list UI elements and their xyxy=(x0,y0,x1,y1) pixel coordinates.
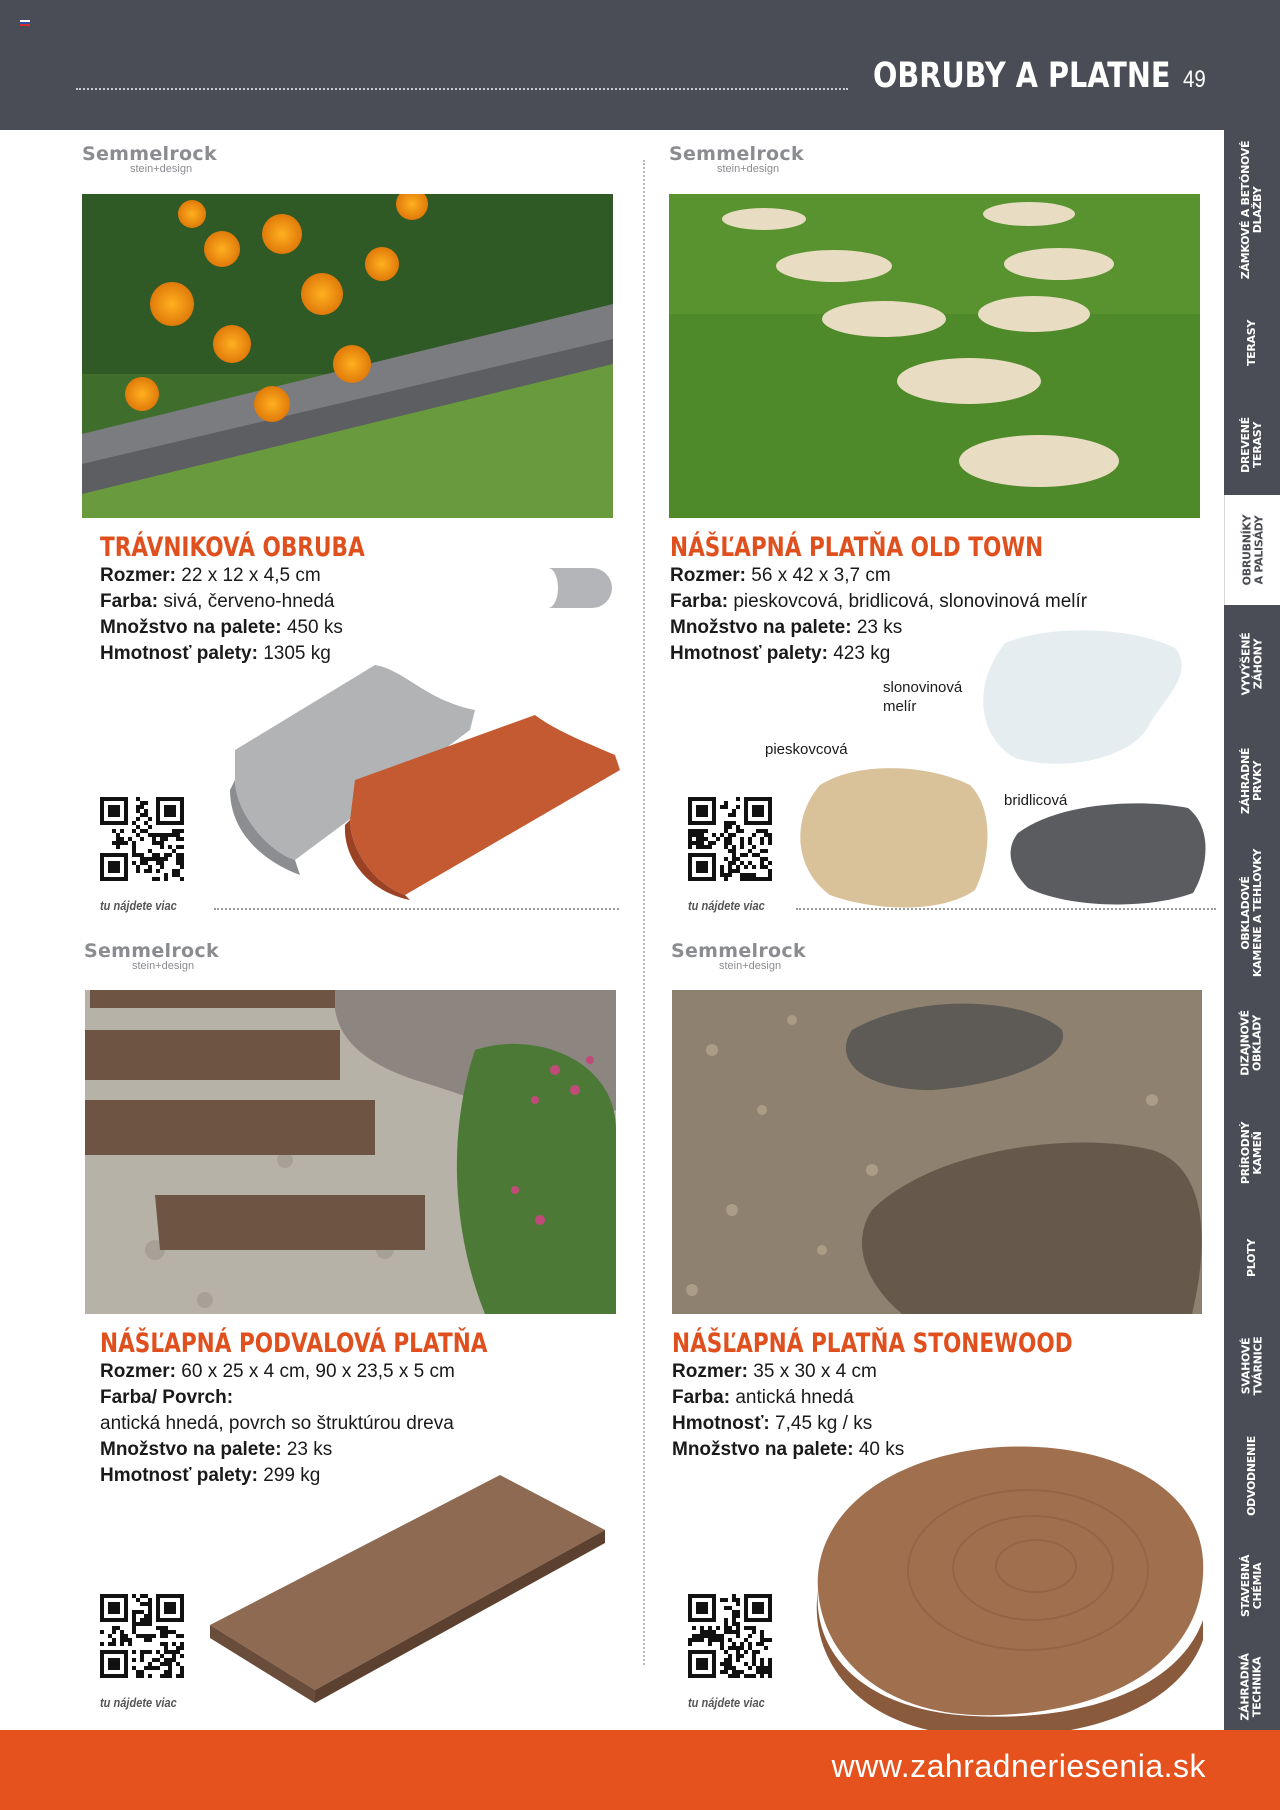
product-title: NÁŠĽAPNÁ PODVALOVÁ PLATŇA xyxy=(100,1328,488,1359)
product-photo-stonewood xyxy=(672,990,1202,1314)
spec-row: Farba: antická hnedá xyxy=(672,1387,854,1408)
sidebar-item[interactable] xyxy=(1224,1528,1280,1643)
page-footer xyxy=(0,1730,1280,1810)
sidebar-item[interactable] xyxy=(1224,1098,1280,1208)
sidebar-item-label: ZÁMKOVÉ A BETÓNOVÉ DLAŽBY xyxy=(1239,140,1264,280)
sidebar-item-label: DIZAJNOVÉ OBKLADY xyxy=(1239,1010,1264,1076)
page-header xyxy=(0,0,1280,130)
sidebar-item[interactable] xyxy=(1224,1643,1280,1730)
spec-row: antická hnedá, povrch so štruktúrou dreva xyxy=(100,1413,454,1434)
sidebar-item-label: OBRUBNÍKY A PALISÁDY xyxy=(1240,514,1265,586)
product-photo-sleeper-slabs xyxy=(85,990,616,1314)
product-photo-lawn-edging xyxy=(82,194,613,518)
edging-profile-icon xyxy=(540,568,612,608)
spec-row: Rozmer: 35 x 30 x 4 cm xyxy=(672,1361,877,1382)
qr-note: tu nájdete viac xyxy=(100,1695,177,1710)
spec-row: Rozmer: 60 x 25 x 4 cm, 90 x 23,5 x 5 cm xyxy=(100,1361,455,1382)
sidebar-item[interactable] xyxy=(1224,290,1280,395)
sidebar-item[interactable] xyxy=(1224,1308,1280,1423)
sidebar-item[interactable] xyxy=(1224,1423,1280,1528)
product-specs xyxy=(100,1359,455,1489)
qr-code[interactable] xyxy=(100,797,184,881)
product-cutout-stonewood-slab xyxy=(798,1440,1218,1740)
sidebar-item[interactable] xyxy=(1224,838,1280,988)
product-photo-stepping-stones xyxy=(669,194,1200,518)
page-number: 49 xyxy=(1183,66,1206,93)
spec-row: Hmotnosť palety: 423 kg xyxy=(670,643,891,664)
swatch-slate xyxy=(1008,798,1213,908)
sidebar-item-label: PRÍRODNÝ KAMEŇ xyxy=(1239,1121,1265,1185)
qr-code[interactable] xyxy=(688,1594,772,1678)
spec-row: Farba: sivá, červeno-hnedá xyxy=(100,591,335,612)
swatch-sand xyxy=(790,760,1000,910)
section-title: OBRUBY A PLATNE xyxy=(873,56,1171,96)
qr-note: tu nájdete viac xyxy=(688,898,765,913)
brand-logo: Semmelrock stein+design xyxy=(669,143,804,175)
category-sidebar xyxy=(1224,130,1280,1730)
spec-row: Hmotnosť: 7,45 kg / ks xyxy=(672,1413,873,1434)
product-title: NÁŠĽAPNÁ PLATŇA OLD TOWN xyxy=(670,532,1044,563)
column-divider xyxy=(643,160,645,1665)
spec-row: Množstvo na palete: 23 ks xyxy=(670,617,903,638)
swatch-ivory xyxy=(975,628,1190,773)
sidebar-item-label: ZÁHRADNÁ TECHNIKA xyxy=(1239,1652,1265,1721)
sidebar-item[interactable] xyxy=(1224,495,1280,605)
sidebar-item-label: DREVENÉ TERASY xyxy=(1238,417,1264,473)
sidebar-item[interactable] xyxy=(1224,723,1280,838)
product-specs xyxy=(100,563,343,667)
spec-row: Množstvo na palete: 450 ks xyxy=(100,617,343,638)
sidebar-item[interactable] xyxy=(1224,130,1280,290)
brand-logo: Semmelrock stein+design xyxy=(84,940,219,972)
spec-row: Množstvo na palete: 23 ks xyxy=(100,1439,333,1460)
qr-code[interactable] xyxy=(688,797,772,881)
label-slate: bridlicová xyxy=(1004,792,1068,809)
spec-row: Množstvo na palete: 40 ks xyxy=(672,1439,905,1460)
sidebar-item-label: OBKLADOVÉ KAMENE A TEHLOVKY xyxy=(1239,848,1265,978)
qr-note: tu nájdete viac xyxy=(100,898,177,913)
sidebar-item-label: TERASY xyxy=(1245,319,1258,366)
sidebar-item[interactable] xyxy=(1224,1208,1280,1308)
label-sand: pieskovcová xyxy=(765,741,848,758)
website-link[interactable]: www.zahradneriesenia.sk xyxy=(831,1748,1206,1784)
sidebar-item[interactable] xyxy=(1224,605,1280,723)
spec-row: Farba/ Povrch: xyxy=(100,1387,234,1408)
spec-row: Hmotnosť palety: 1305 kg xyxy=(100,643,331,664)
product-title: NÁŠĽAPNÁ PLATŇA STONEWOOD xyxy=(672,1328,1073,1359)
sidebar-item-label: PLOTY xyxy=(1245,1239,1258,1277)
sidebar-item-label: STAVEBNÁ CHÉMIA xyxy=(1239,1554,1265,1617)
header-dotted-rule xyxy=(76,88,848,90)
spec-row: Farba: pieskovcová, bridlicová, slonovinová melír xyxy=(670,591,1088,612)
sidebar-item-label: SVAHOVÉ TVÁRNICE xyxy=(1239,1336,1264,1395)
sidebar-item-label: VYVÝŠENÉ ZÁHONY xyxy=(1239,632,1264,696)
spec-row: Rozmer: 56 x 42 x 3,7 cm xyxy=(670,565,891,586)
product-cutout-edging-stones xyxy=(225,660,620,900)
sidebar-item-label: ZÁHRADNÉ PRVKY xyxy=(1239,747,1265,814)
label-ivory: slonovinová melír xyxy=(883,679,963,715)
row-divider-left xyxy=(214,908,619,910)
qr-note: tu nájdete viac xyxy=(688,1695,765,1710)
brand-logo: Semmelrock stein+design xyxy=(671,940,806,972)
spec-row: Hmotnosť palety: 299 kg xyxy=(100,1465,321,1486)
sidebar-item-label: ODVODNENIE xyxy=(1245,1435,1259,1516)
brand-logo: Semmelrock stein+design xyxy=(82,143,217,175)
qr-code[interactable] xyxy=(100,1594,184,1678)
sidebar-item[interactable] xyxy=(1224,395,1280,495)
sidebar-item[interactable] xyxy=(1224,988,1280,1098)
product-cutout-sleeper-slab xyxy=(210,1475,610,1740)
spec-row: Rozmer: 22 x 12 x 4,5 cm xyxy=(100,565,321,586)
flag-icon xyxy=(20,20,30,27)
product-title: TRÁVNIKOVÁ OBRUBA xyxy=(100,532,365,563)
